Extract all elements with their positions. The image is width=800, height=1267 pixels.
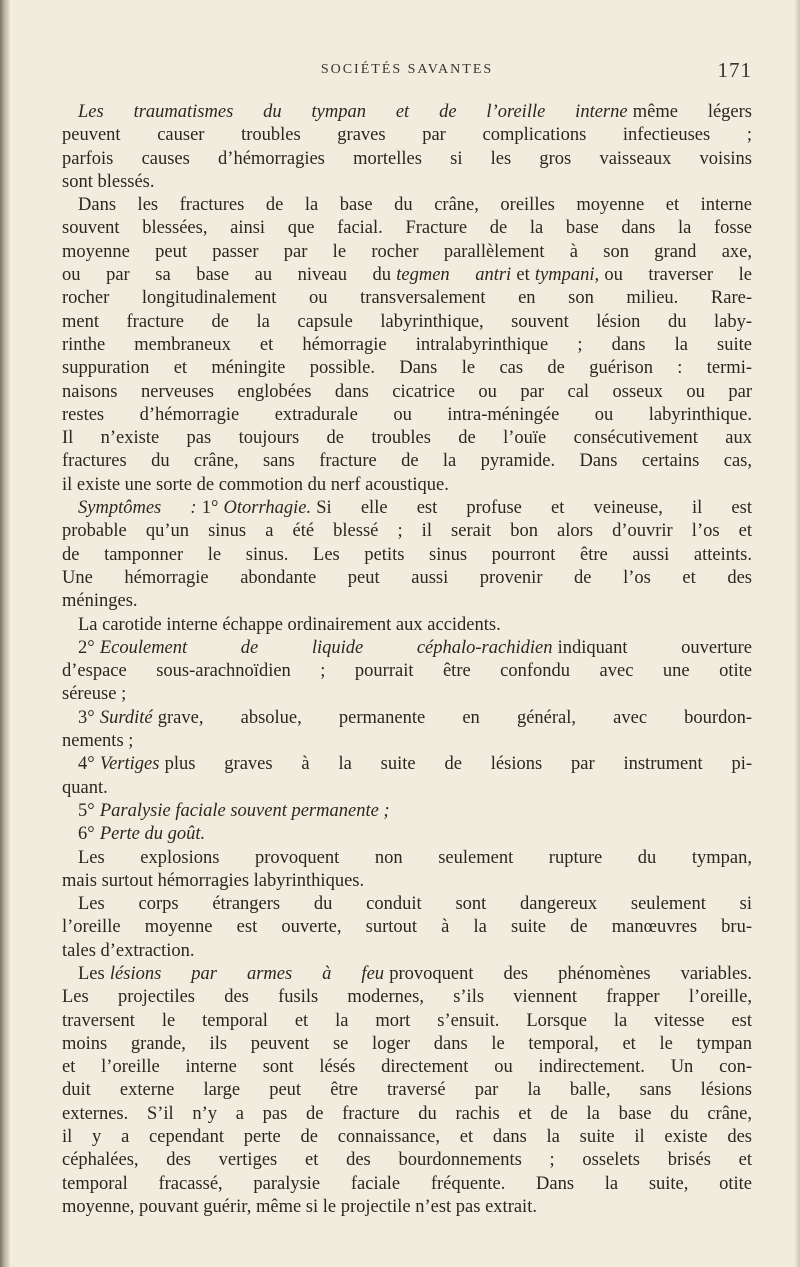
text-segment: céphalées, des vertiges et des bourdonnements ; osselets brisés et <box>62 1150 752 1171</box>
text-line <box>62 683 752 706</box>
text-line <box>62 1033 752 1056</box>
text-line <box>62 660 752 683</box>
text-segment: ou par sa base au niveau du <box>62 265 392 286</box>
text-line <box>62 893 752 916</box>
italic-text: Perte du goût. <box>99 824 206 845</box>
text-segment: rinthe membraneux et hémorragie intralabyrinthique ; dans la suite <box>62 334 752 355</box>
text-line <box>62 194 752 217</box>
text-segment: d’espace sous-arachnoïdien ; pourrait être confondu avec une otite <box>62 661 752 682</box>
text-segment: plus graves à la suite de lésions par instrument pi- <box>164 754 752 775</box>
text-line <box>62 567 752 590</box>
text-line <box>62 287 752 310</box>
italic-text: Vertiges <box>99 754 160 775</box>
text-segment: temporal fracassé, paralysie faciale fréquente. Dans la suite, otite <box>62 1173 752 1194</box>
text-line <box>62 264 752 287</box>
text-segment: fractures du crâne, sans fracture de la pyramide. Dans certains cas, <box>62 451 752 472</box>
text-line <box>62 986 752 1009</box>
text-line <box>62 707 752 730</box>
text-segment: méninges. <box>62 591 138 612</box>
text-line <box>62 101 752 124</box>
text-line <box>62 544 752 567</box>
text-line <box>62 777 752 800</box>
text-line <box>62 357 752 380</box>
text-line <box>62 1126 752 1149</box>
text-line <box>62 847 752 870</box>
text-line <box>62 124 752 147</box>
italic-text: Symptômes : <box>78 498 197 519</box>
text-segment: indiquant ouverture <box>557 637 752 658</box>
text-segment: l’oreille moyenne est ouverte, surtout à la suite de manœuvres bru- <box>62 917 752 938</box>
text-segment: moyenne, pouvant guérir, même si le projectile n’est pas extrait. <box>62 1196 537 1217</box>
text-line <box>62 823 752 846</box>
text-line <box>62 311 752 334</box>
text-line <box>62 590 752 613</box>
italic-text: tegmen antri <box>396 265 512 286</box>
text-segment: La carotide interne échappe ordinairement aux accidents. <box>78 614 501 635</box>
text-line <box>62 171 752 194</box>
text-line <box>62 614 752 637</box>
text-segment: et l’oreille interne sont lésés directement ou indirectement. Un con- <box>62 1057 752 1078</box>
text-line <box>62 148 752 171</box>
text-segment: externes. S’il n’y a pas de fracture du rachis et de la base du crâne, <box>62 1103 752 1124</box>
text-segment: mais surtout hémorragies labyrinthiques. <box>62 870 365 891</box>
text-segment: 3° <box>78 707 95 728</box>
text-line <box>62 241 752 264</box>
text-line <box>62 520 752 543</box>
text-segment: 6° <box>78 824 95 845</box>
text-line <box>62 870 752 893</box>
text-segment: Les projectiles des fusils modernes, s’ils viennent frapper l’oreille, <box>62 987 752 1008</box>
text-segment: de tamponner le sinus. Les petits sinus pourront être aussi atteints. <box>62 544 752 565</box>
text-segment: suppuration et méningite possible. Dans le cas de guérison : termi- <box>62 358 752 379</box>
text-segment: 5° <box>78 800 95 821</box>
text-line <box>62 474 752 497</box>
text-line <box>62 637 752 660</box>
text-line <box>62 1149 752 1172</box>
text-segment: ment fracture de la capsule labyrinthique, souvent lésion du laby- <box>62 311 752 332</box>
text-segment: traversent le temporal et la mort s’ensuit. Lorsque la vitesse est <box>62 1010 752 1031</box>
text-line <box>62 334 752 357</box>
text-line <box>62 1173 752 1196</box>
text-line <box>62 753 752 776</box>
text-segment: séreuse ; <box>62 684 127 705</box>
text-segment: probable qu’un sinus a été blessé ; il serait bon alors d’ouvrir l’os et <box>62 521 752 542</box>
text-segment: Si elle est profuse et veineuse, il est <box>316 498 752 519</box>
page-number: 171 <box>717 58 752 82</box>
text-segment: quant. <box>62 777 108 798</box>
text-segment: nements ; <box>62 731 134 752</box>
text-segment: Les <box>78 963 105 984</box>
text-segment: ou traverser le <box>604 265 752 286</box>
text-line <box>62 381 752 404</box>
italic-text: Paralysie faciale souvent permanente ; <box>99 800 390 821</box>
text-segment: grave, absolue, permanente en général, avec bourdon- <box>157 707 752 728</box>
italic-text: Ecoulement de liquide céphalo-rachidien <box>99 637 553 658</box>
text-segment: peuvent causer troubles graves par complications infectieuses ; <box>62 125 752 146</box>
text-segment: restes d’hémorragie extradurale ou intra-méningée ou labyrinthique. <box>62 404 752 425</box>
text-segment: Une hémorragie abondante peut aussi provenir de l’os et des <box>62 567 752 588</box>
text-line <box>62 450 752 473</box>
text-segment: moyenne peut passer par le rocher parallèlement à son grand axe, <box>62 241 752 262</box>
text-line <box>62 404 752 427</box>
text-line <box>62 1079 752 1102</box>
text-line <box>62 1010 752 1033</box>
text-line <box>62 427 752 450</box>
text-line <box>62 1196 752 1219</box>
text-segment: et <box>516 265 530 286</box>
text-line <box>62 217 752 240</box>
text-line <box>62 940 752 963</box>
text-segment: Il n’existe pas toujours de troubles de l’ouïe consécutivement aux <box>62 428 752 449</box>
body-text <box>62 101 752 1219</box>
text-line <box>62 1103 752 1126</box>
page-edge <box>794 0 800 1267</box>
italic-text: Les traumatismes du tympan et de l’oreille interne <box>78 102 628 122</box>
text-segment: souvent blessées, ainsi que facial. Fracture de la base dans la fosse <box>62 218 752 239</box>
italic-text: tympani, <box>534 265 600 286</box>
text-segment: il existe une sorte de commotion du nerf acoustique. <box>62 474 449 495</box>
text-segment: 1° <box>201 498 219 519</box>
text-segment: naisons nerveuses englobées dans cicatrice ou par cal osseux ou par <box>62 381 752 402</box>
text-segment: même légers <box>632 102 752 122</box>
text-segment: sont blessés. <box>62 171 155 192</box>
text-segment: Dans les fractures de la base du crâne, oreilles moyenne et interne <box>78 195 752 216</box>
text-segment: provoquent des phénomènes variables. <box>389 963 752 984</box>
italic-text: Surdité <box>99 707 153 728</box>
text-segment: parfois causes d’hémorragies mortelles si les gros vaisseaux voisins <box>62 148 752 169</box>
text-line <box>62 916 752 939</box>
running-title: SOCIÉTÉS SAVANTES <box>320 62 494 77</box>
text-line <box>62 963 752 986</box>
text-segment: 4° <box>78 754 95 775</box>
text-segment: moins grande, ils peuvent se loger dans le temporal, et le tympan <box>62 1033 752 1054</box>
text-line <box>62 1056 752 1079</box>
text-segment: Les corps étrangers du conduit sont dangereux seulement si <box>78 894 752 915</box>
book-spine-shadow <box>0 0 10 1267</box>
italic-text: lésions par armes à feu <box>109 963 385 984</box>
text-line <box>62 800 752 823</box>
text-line <box>62 497 752 520</box>
italic-text: Otorrhagie. <box>223 498 312 519</box>
text-segment: 2° <box>78 637 95 658</box>
text-segment: il y a cependant perte de connaissance, et dans la suite il existe des <box>62 1127 752 1148</box>
text-segment: rocher longitudinalement ou transversalement en son milieu. Rare- <box>62 288 752 309</box>
text-segment: tales d’extraction. <box>62 940 195 961</box>
text-segment: Les explosions provoquent non seulement rupture du tympan, <box>78 847 752 868</box>
text-segment: duit externe large peut être traversé par la balle, sans lésions <box>62 1080 752 1101</box>
running-head <box>62 58 752 90</box>
text-line <box>62 730 752 753</box>
